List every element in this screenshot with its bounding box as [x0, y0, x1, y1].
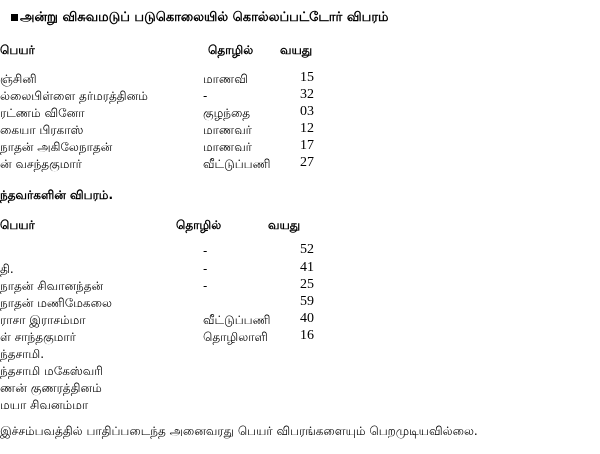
section2-header-job: தொழில்: [176, 218, 222, 232]
section2-row-name: மயா சிவனம்மா: [0, 398, 89, 412]
section2-row-age: 41: [300, 260, 314, 275]
section1-row-age: 15: [300, 70, 314, 85]
section1-header-name: பெயர்: [0, 43, 35, 57]
section1-row-job: மாணவி: [203, 72, 248, 86]
section2-row-name: ந்தசாமி.: [0, 347, 45, 361]
section2-row-job: தொழிலாளி: [203, 330, 268, 344]
section1-row-name: ல்லைபிள்ளை தர்மரத்தினம்: [0, 89, 148, 103]
section2-row-name: ராசா இராசம்மா: [0, 313, 86, 327]
section2-row-age: 40: [300, 311, 314, 326]
section2-row-job: -: [203, 262, 208, 276]
section2-row-name: நாதன் மணிமேகலை: [0, 296, 112, 310]
section1-row-name: ரட்ணம் வினோ: [0, 106, 85, 120]
section2-row-name: ணன் குணரத்தினம்: [0, 381, 102, 395]
section1-row-job: -: [203, 89, 208, 103]
section2-row-name: ந்தசாமி மகேஸ்வரி: [0, 364, 103, 378]
section1-row-age: 03: [300, 104, 314, 119]
section1-row-age: 32: [300, 87, 314, 102]
section1-header-job: தொழில்: [208, 43, 254, 57]
section1-header-age: வயது: [280, 43, 313, 57]
section1-row-job: குழந்தை: [203, 106, 251, 120]
section2-row-job: -: [203, 244, 208, 258]
section1-title: அன்று விசுவமடுப் படுகொலையில் கொல்லப்பட்டோர் விபரம்: [20, 10, 389, 25]
section2-row-age: 59: [300, 294, 314, 309]
section2-title: ந்தவர்களின் விபரம்.: [0, 188, 114, 202]
section1-row-name: ஞ்சினி: [0, 72, 37, 86]
section2-header-age: வயது: [268, 218, 301, 232]
section1-row-name: கையா பிரகாஸ்: [0, 123, 84, 137]
section2-row-job: வீட்டுப்பணி: [203, 313, 271, 327]
section2-row-age: 52: [300, 242, 314, 257]
section2-row-name: தி.: [0, 262, 14, 276]
section1-row-name: நாதன் அகிலேநாதன்: [0, 140, 113, 154]
section2-header-name: பெயர்: [0, 218, 35, 232]
footer-note: இச்சம்பவத்தில் பாதிப்படைந்த அனைவரது பெயர் விபரங்களையும் பெறமுடியவில்லை.: [0, 424, 478, 438]
section2-row-name: ள் சாந்தகுமார்: [0, 330, 76, 344]
section1-row-age: 12: [300, 121, 314, 136]
section1-row-job: வீட்டுப்பணி: [203, 157, 271, 171]
section2-row-job: -: [203, 279, 208, 293]
section1-row-job: மாணவர்: [203, 140, 252, 154]
section1-row-age: 17: [300, 138, 314, 153]
section1-row-name: ன் வசந்தகுமார்: [0, 157, 82, 171]
section1-row-job: மாணவர்: [203, 123, 252, 137]
section2-row-age: 16: [300, 328, 314, 343]
section1-row-age: 27: [300, 155, 314, 170]
section2-row-age: 25: [300, 277, 314, 292]
title-bullet: [11, 14, 18, 21]
section2-row-name: நாதன் சிவானந்தன்: [0, 279, 104, 293]
